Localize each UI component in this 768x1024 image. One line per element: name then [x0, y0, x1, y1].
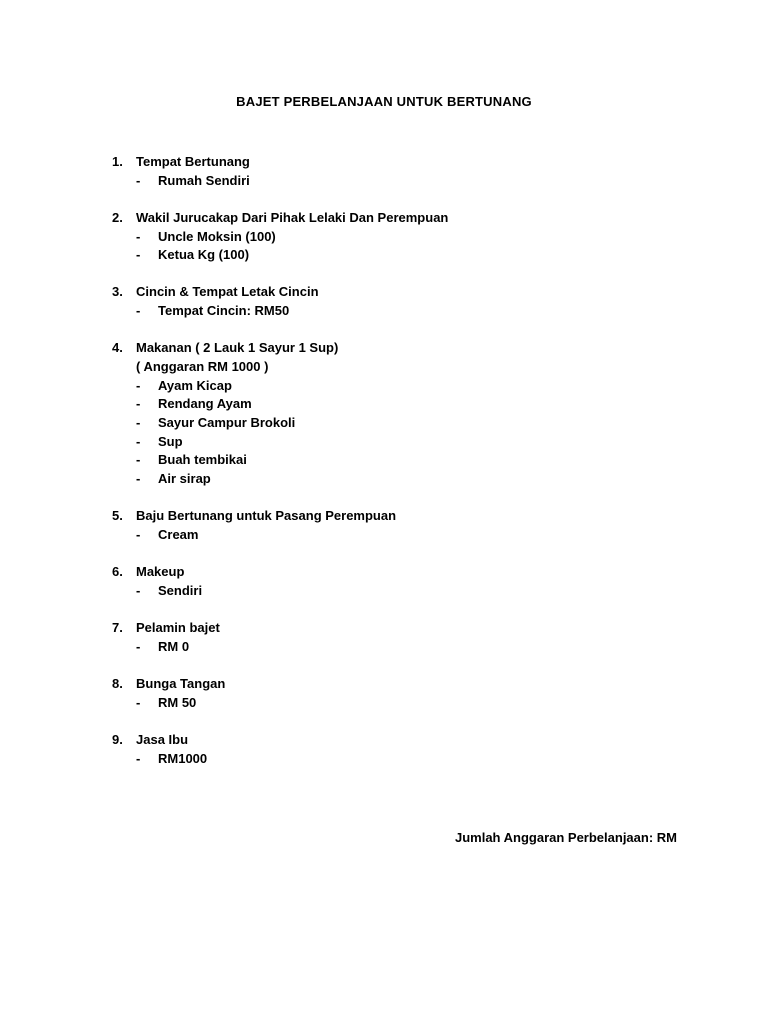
- document-title: BAJET PERBELANJAAN UNTUK BERTUNANG: [236, 94, 532, 109]
- sub-item-text: Ketua Kg (100): [158, 247, 250, 263]
- item-heading: Pelamin bajet: [136, 620, 220, 636]
- sub-item: [112, 172, 672, 191]
- item-note: ( Anggaran RM 1000 ): [136, 359, 269, 374]
- total-estimate: Jumlah Anggaran Perbelanjaan: RM: [454, 830, 677, 845]
- item-heading: Cincin & Tempat Letak Cincin: [136, 284, 319, 300]
- item-heading-line: [112, 619, 672, 638]
- bullet-dash: -: [136, 471, 141, 487]
- list-item: [112, 507, 672, 544]
- bullet-dash: -: [136, 303, 141, 319]
- item-heading-line: [112, 675, 672, 694]
- sub-item-text: Sendiri: [158, 582, 203, 598]
- item-heading: Makanan ( 2 Lauk 1 Sayur 1 Sup): [136, 340, 339, 356]
- item-heading-line: [112, 339, 672, 358]
- item-number: 5.: [112, 508, 123, 524]
- sub-item-text: Ayam Kicap: [158, 377, 232, 393]
- sub-item-text: Air sirap: [158, 471, 211, 487]
- item-heading: Bunga Tangan: [136, 675, 226, 691]
- item-number: 8.: [112, 675, 123, 691]
- item-heading-line: [112, 283, 672, 302]
- item-heading-line: [112, 731, 672, 750]
- bullet-dash: -: [136, 172, 141, 188]
- item-heading: Wakil Jurucakap Dari Pihak Lelaki Dan Perempuan: [136, 209, 449, 225]
- item-number: 2.: [112, 209, 123, 225]
- item-number: 3.: [112, 284, 123, 300]
- item-number: 4.: [112, 340, 123, 356]
- sub-item: [112, 302, 672, 321]
- bullet-dash: -: [136, 582, 141, 598]
- item-heading: Makeup: [136, 564, 185, 580]
- item-number: 6.: [112, 564, 123, 580]
- bullet-dash: -: [136, 415, 141, 431]
- bullet-dash: -: [136, 228, 141, 244]
- bullet-dash: -: [136, 433, 141, 449]
- bullet-dash: -: [136, 396, 141, 412]
- bullet-dash: -: [136, 694, 141, 710]
- sub-item: [112, 582, 672, 601]
- sub-item: [112, 526, 672, 545]
- list-item: [112, 675, 672, 712]
- bullet-dash: -: [136, 452, 141, 468]
- sub-item-text: Uncle Moksin (100): [158, 228, 276, 244]
- sub-item: [112, 638, 672, 657]
- sub-item: [112, 470, 672, 489]
- sub-item-text: RM 50: [158, 694, 197, 710]
- sub-item: [112, 246, 672, 265]
- list-item: [112, 619, 672, 656]
- item-number: 1.: [112, 154, 123, 169]
- list-item: [112, 209, 672, 265]
- sub-item-text: Sup: [158, 433, 183, 449]
- sub-item: [112, 377, 672, 396]
- sub-item-text: Rumah Sendiri: [158, 172, 250, 188]
- sub-item-text: Tempat Cincin: RM50: [158, 303, 290, 319]
- item-heading: Tempat Bertunang: [136, 154, 250, 169]
- item-number: 9.: [112, 731, 123, 747]
- item-heading-line: [112, 153, 672, 172]
- list-item: [112, 153, 672, 190]
- sub-item-text: Rendang Ayam: [158, 396, 252, 412]
- item-number: 7.: [112, 620, 123, 636]
- bullet-dash: -: [136, 247, 141, 263]
- item-heading: Jasa Ibu: [136, 731, 189, 747]
- sub-item: [112, 433, 672, 452]
- list-item: [112, 563, 672, 600]
- bullet-dash: -: [136, 377, 141, 393]
- sub-item-text: RM 0: [158, 638, 190, 654]
- bullet-dash: -: [136, 638, 141, 654]
- sub-item: [112, 694, 672, 713]
- sub-item: [112, 228, 672, 247]
- list-item: [112, 731, 672, 768]
- sub-item: [112, 414, 672, 433]
- sub-item-text: Sayur Campur Brokoli: [158, 415, 296, 431]
- item-heading-line: [112, 507, 672, 526]
- item-heading: Baju Bertunang untuk Pasang Perempuan: [136, 508, 397, 524]
- item-heading-line: [112, 209, 672, 228]
- sub-item: [112, 395, 672, 414]
- budget-list: [112, 153, 672, 787]
- sub-item: [112, 451, 672, 470]
- bullet-dash: -: [136, 750, 141, 766]
- bullet-dash: -: [136, 527, 141, 542]
- sub-item-text: Cream: [158, 527, 199, 542]
- list-item: [112, 339, 672, 489]
- sub-item-text: Buah tembikai: [158, 452, 247, 468]
- sub-item-text: RM1000: [158, 750, 208, 766]
- item-heading-line: [112, 563, 672, 582]
- sub-item: [112, 750, 672, 769]
- list-item: [112, 283, 672, 320]
